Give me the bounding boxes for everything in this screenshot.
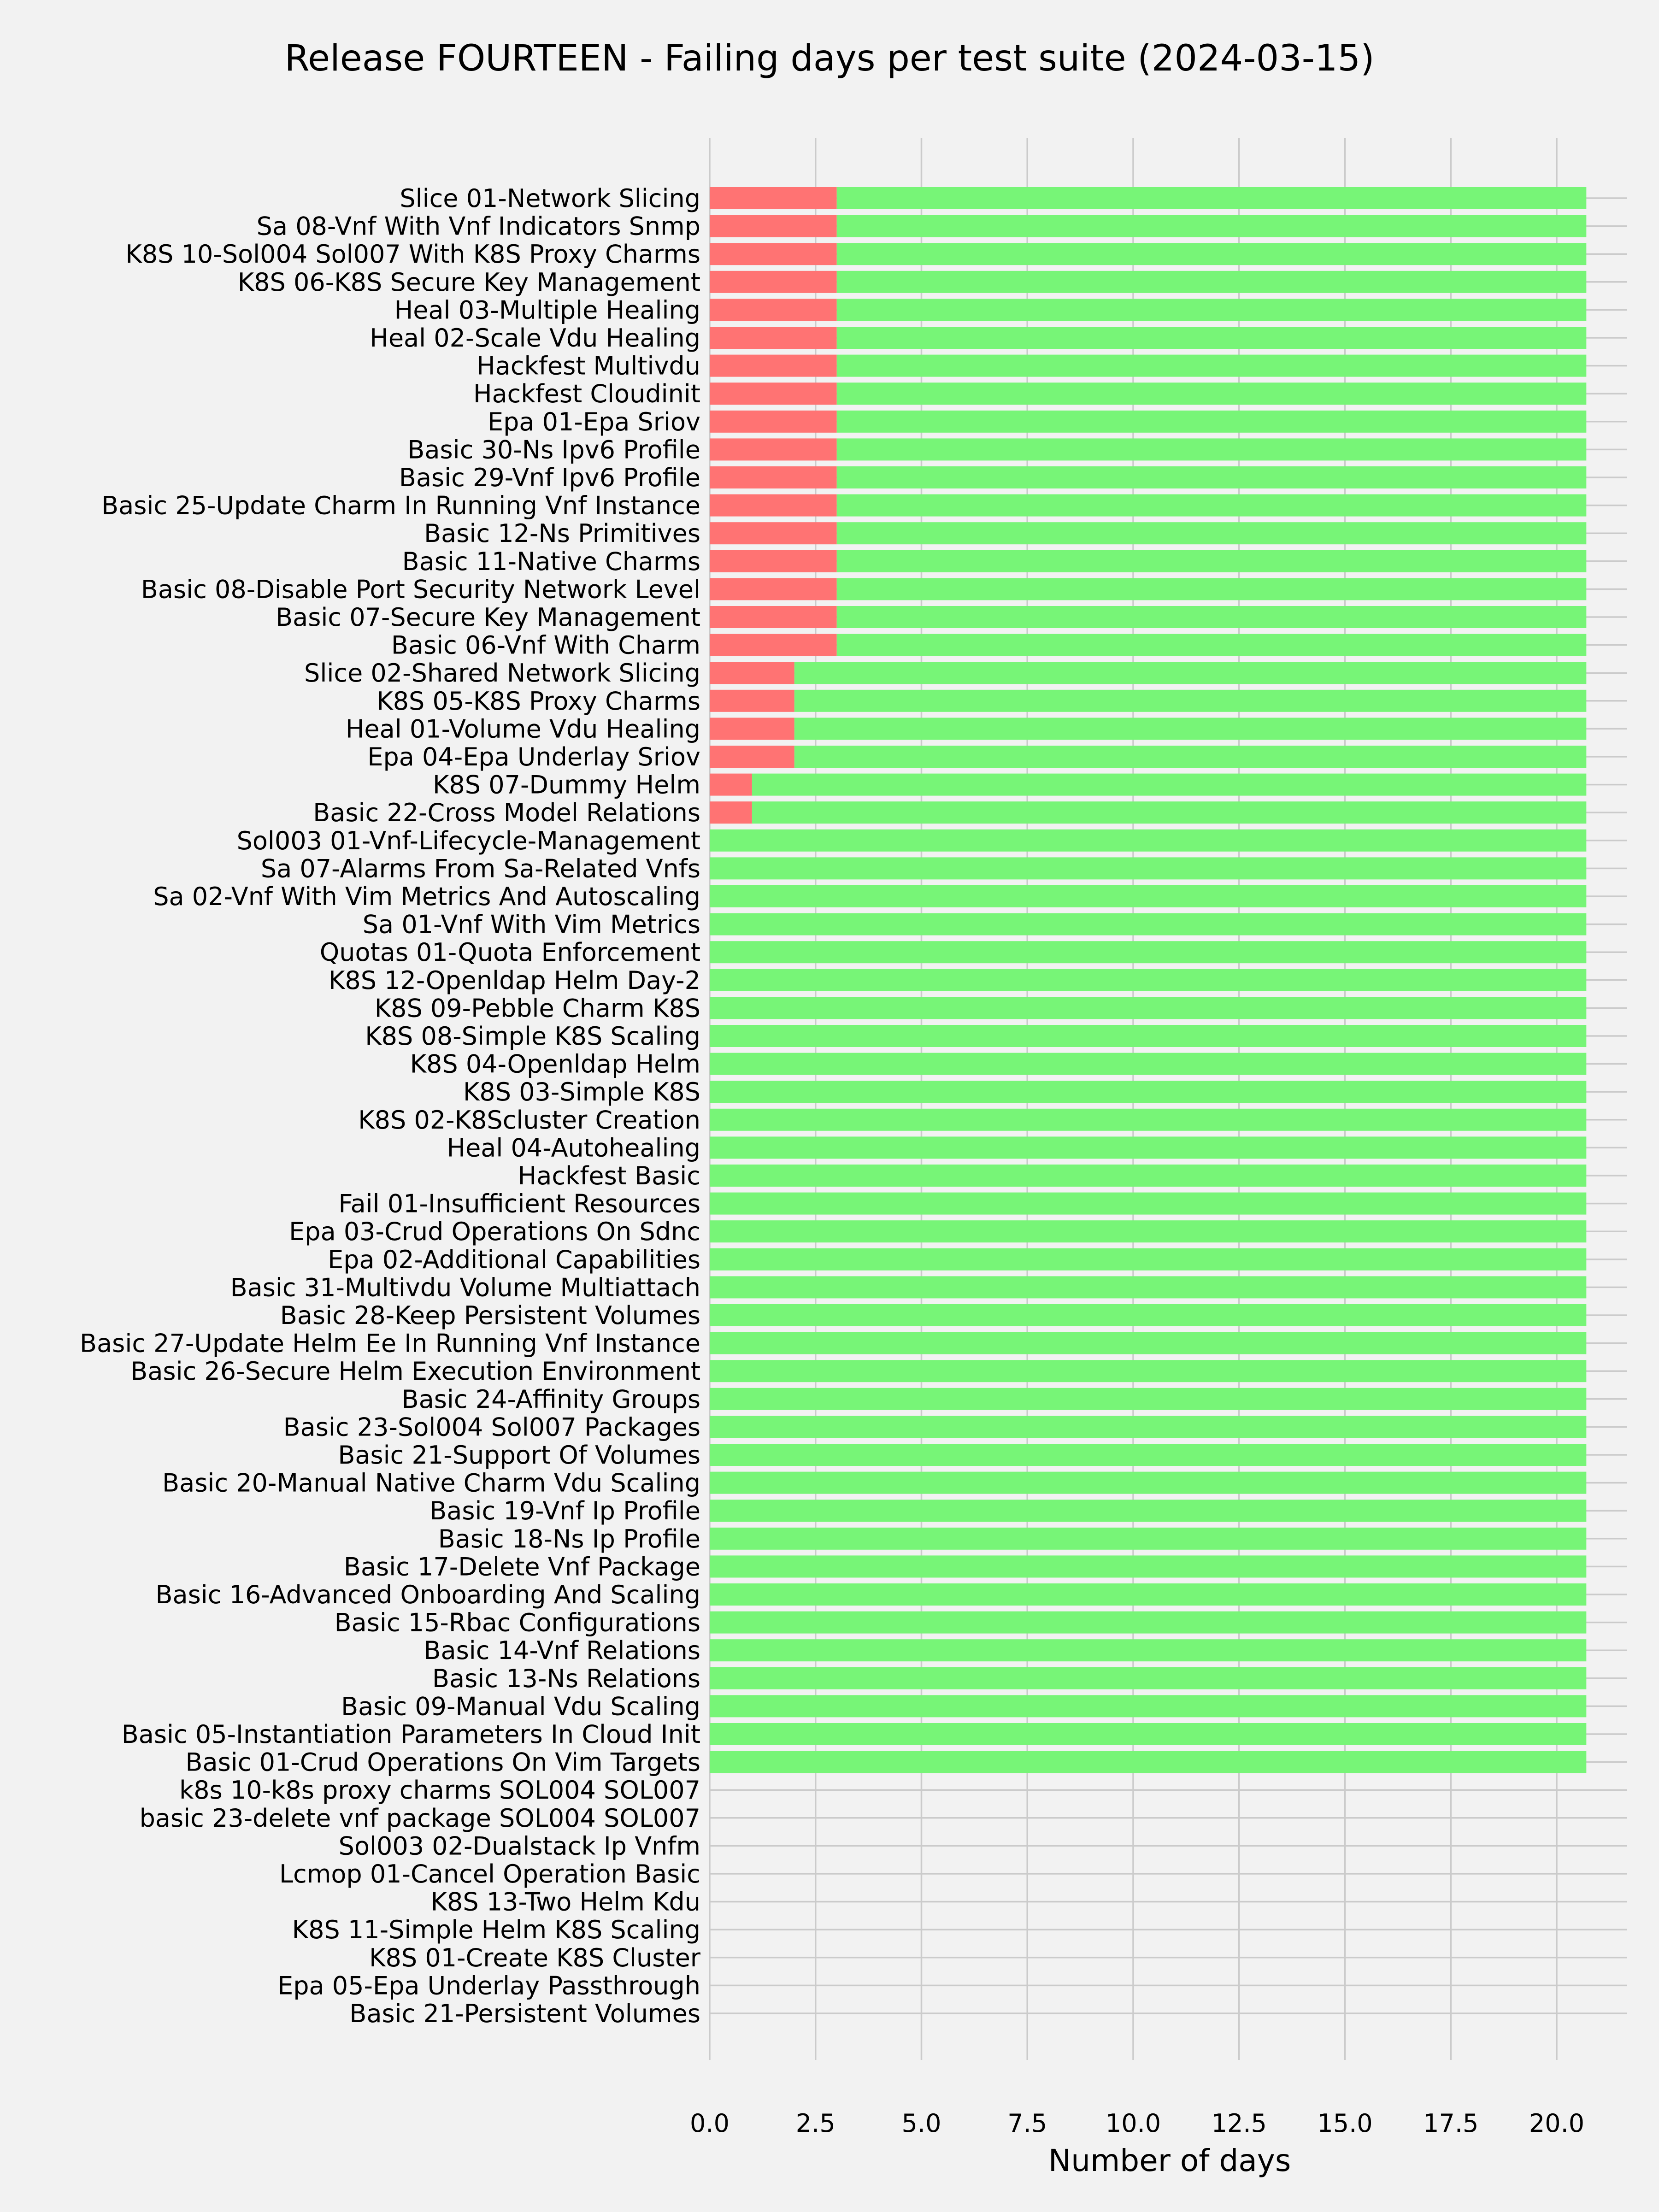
- bar-passing: [710, 1723, 1586, 1745]
- x-tick-label: 12.5: [1211, 2109, 1267, 2138]
- bar-failing: [710, 606, 837, 628]
- category-label: K8S 06-K8S Secure Key Management: [237, 267, 700, 297]
- bar-passing: [752, 774, 1586, 796]
- category-label: Epa 04-Epa Underlay Sriov: [367, 742, 700, 771]
- category-label: Basic 05-Instantiation Parameters In Cloud Init: [121, 1720, 700, 1749]
- category-label: Heal 01-Volume Vdu Healing: [345, 714, 700, 744]
- bar-passing: [794, 746, 1587, 768]
- category-label: K8S 11-Simple Helm K8S Scaling: [292, 1915, 700, 1945]
- bar-failing: [710, 578, 837, 600]
- x-tick-labels: [690, 2109, 1584, 2138]
- category-label: Basic 29-Vnf Ipv6 Profile: [399, 463, 700, 492]
- bar-passing: [710, 1500, 1586, 1522]
- bar-passing: [710, 857, 1586, 879]
- bar-passing: [710, 1695, 1586, 1717]
- bar-failing: [710, 355, 837, 377]
- bar-passing: [710, 1472, 1586, 1494]
- bar-failing: [710, 746, 794, 768]
- category-label: Basic 19-Vnf Ip Profile: [429, 1496, 700, 1526]
- category-label: Basic 22-Cross Model Relations: [313, 798, 700, 828]
- category-label: Hackfest Basic: [518, 1161, 700, 1190]
- category-label: k8s 10-k8s proxy charms SOL004 SOL007: [179, 1776, 700, 1805]
- bar-passing: [837, 522, 1587, 544]
- bar-passing: [710, 1416, 1586, 1438]
- bar-passing: [710, 1444, 1586, 1466]
- bar-passing: [837, 271, 1587, 293]
- category-label: Basic 28-Keep Persistent Volumes: [280, 1301, 700, 1330]
- bar-layer: [710, 187, 1586, 1773]
- bar-failing: [710, 634, 837, 656]
- bar-failing: [710, 801, 752, 824]
- category-label: Basic 11-Native Charms: [402, 547, 700, 576]
- category-label: Basic 07-Secure Key Management: [276, 603, 700, 632]
- category-label: Basic 21-Support Of Volumes: [338, 1441, 700, 1470]
- bar-passing: [794, 690, 1587, 712]
- bar-passing: [710, 1583, 1586, 1606]
- bar-passing: [837, 634, 1587, 656]
- category-label: Basic 25-Update Charm In Running Vnf Instance: [101, 491, 700, 520]
- category-label: Heal 04-Autohealing: [447, 1133, 700, 1163]
- bar-passing: [837, 355, 1587, 377]
- category-label: Basic 08-Disable Port Security Network Level: [141, 575, 700, 604]
- bar-passing: [710, 1165, 1586, 1187]
- bar-failing: [710, 411, 837, 433]
- bar-failing: [710, 187, 837, 209]
- category-label: Epa 02-Additional Capabilities: [328, 1245, 700, 1274]
- x-tick-label: 2.5: [795, 2109, 835, 2138]
- category-label: Basic 27-Update Helm Ee In Running Vnf Instance: [80, 1329, 700, 1358]
- bar-failing: [710, 662, 794, 684]
- bar-passing: [710, 1639, 1586, 1661]
- category-label: Basic 15-Rbac Configurations: [334, 1608, 700, 1637]
- chart-title: Release FOURTEEN - Failing days per test suite (2024-03-15): [284, 38, 1375, 79]
- category-label: K8S 05-K8S Proxy Charms: [377, 686, 700, 716]
- category-label: Basic 24-Affinity Groups: [401, 1384, 700, 1414]
- category-label: Heal 03-Multiple Healing: [394, 295, 700, 325]
- bar-passing: [710, 1025, 1586, 1047]
- x-axis-label: Number of days: [1048, 2143, 1291, 2178]
- bar-passing: [710, 1332, 1586, 1354]
- category-label: Basic 17-Delete Vnf Package: [343, 1552, 700, 1582]
- bar-passing: [837, 411, 1587, 433]
- x-tick-label: 7.5: [1007, 2109, 1047, 2138]
- category-label: Basic 14-Vnf Relations: [424, 1636, 700, 1665]
- bar-passing: [710, 1667, 1586, 1689]
- category-label: Basic 21-Persistent Volumes: [349, 1999, 700, 2028]
- category-label: Basic 01-Crud Operations On Vim Targets: [185, 1747, 700, 1777]
- category-label: K8S 13-Two Helm Kdu: [430, 1887, 700, 1917]
- bar-passing: [710, 1555, 1586, 1577]
- bar-passing: [710, 1276, 1586, 1298]
- bar-passing: [837, 187, 1587, 209]
- category-label: Sol003 02-Dualstack Ip Vnfm: [338, 1831, 700, 1861]
- category-label: Hackfest Cloudinit: [473, 379, 700, 409]
- category-label: Basic 13-Ns Relations: [432, 1664, 700, 1693]
- bar-passing: [710, 1193, 1586, 1215]
- category-label: K8S 07-Dummy Helm: [433, 770, 700, 800]
- category-label: K8S 08-Simple K8S Scaling: [365, 1022, 700, 1051]
- bar-passing: [837, 578, 1587, 600]
- bar-passing: [710, 1248, 1586, 1271]
- bar-passing: [710, 1751, 1586, 1773]
- category-label: Heal 02-Scale Vdu Healing: [370, 324, 700, 353]
- bar-passing: [710, 1220, 1586, 1242]
- category-label: Basic 30-Ns Ipv6 Profile: [407, 435, 700, 465]
- bar-passing: [752, 801, 1586, 824]
- bar-failing: [710, 690, 794, 712]
- bar-failing: [710, 522, 837, 544]
- bar-passing: [710, 1528, 1586, 1550]
- bar-passing: [837, 327, 1587, 349]
- category-label: Epa 03-Crud Operations On Sdnc: [289, 1217, 700, 1247]
- bar-passing: [710, 830, 1586, 852]
- bar-passing: [837, 466, 1587, 488]
- category-label: K8S 04-Openldap Helm: [410, 1049, 700, 1079]
- bar-failing: [710, 271, 837, 293]
- category-label: Sa 08-Vnf With Vnf Indicators Snmp: [256, 212, 700, 241]
- category-label: Basic 09-Manual Vdu Scaling: [341, 1692, 700, 1721]
- x-tick-label: 5.0: [901, 2109, 941, 2138]
- category-label: Slice 01-Network Slicing: [400, 184, 700, 213]
- bar-failing: [710, 299, 837, 321]
- category-label: Basic 18-Ns Ip Profile: [438, 1524, 700, 1553]
- category-label: basic 23-delete vnf package SOL004 SOL007: [139, 1803, 700, 1833]
- bar-passing: [794, 718, 1587, 740]
- category-label: Basic 20-Manual Native Charm Vdu Scaling: [162, 1468, 700, 1498]
- category-label: Basic 23-Sol004 Sol007 Packages: [283, 1412, 700, 1442]
- x-tick-label: 15.0: [1317, 2109, 1373, 2138]
- bar-failing: [710, 243, 837, 265]
- category-label: Sa 01-Vnf With Vim Metrics: [362, 910, 700, 939]
- x-tick-label: 10.0: [1105, 2109, 1161, 2138]
- bar-passing: [837, 243, 1587, 265]
- bar-passing: [837, 438, 1587, 460]
- category-label: K8S 12-Openldap Helm Day-2: [328, 965, 700, 995]
- bar-failing: [710, 550, 837, 572]
- bar-passing: [710, 913, 1586, 935]
- category-label: Quotas 01-Quota Enforcement: [319, 938, 700, 967]
- category-label: Epa 01-Epa Sriov: [488, 407, 700, 436]
- category-label: Basic 31-Multivdu Volume Multiattach: [230, 1273, 700, 1302]
- category-label: Slice 02-Shared Network Slicing: [304, 659, 700, 688]
- category-label: K8S 09-Pebble Charm K8S: [374, 994, 700, 1023]
- category-label: Fail 01-Insufficient Resources: [338, 1189, 700, 1218]
- bar-passing: [837, 299, 1587, 321]
- bar-passing: [710, 1360, 1586, 1382]
- category-label: Hackfest Multivdu: [477, 351, 700, 381]
- category-label: K8S 10-Sol004 Sol007 With K8S Proxy Charms: [125, 240, 700, 269]
- bar-passing: [837, 494, 1587, 517]
- bar-passing: [710, 1612, 1586, 1634]
- category-label: Lcmop 01-Cancel Operation Basic: [279, 1859, 700, 1888]
- x-tick-label: 20.0: [1529, 2109, 1585, 2138]
- category-label: Basic 16-Advanced Onboarding And Scaling: [155, 1580, 700, 1609]
- bar-failing: [710, 718, 794, 740]
- bar-passing: [710, 1136, 1586, 1159]
- bar-passing: [710, 1109, 1586, 1131]
- bar-failing: [710, 466, 837, 488]
- bar-passing: [794, 662, 1587, 684]
- bar-passing: [710, 1388, 1586, 1410]
- category-label: Basic 06-Vnf With Charm: [391, 630, 700, 660]
- x-tick-label: 0.0: [690, 2109, 729, 2138]
- category-label: K8S 03-Simple K8S: [463, 1077, 700, 1107]
- bar-passing: [837, 606, 1587, 628]
- bar-passing: [710, 1053, 1586, 1075]
- bar-passing: [837, 550, 1587, 572]
- bar-failing: [710, 382, 837, 405]
- bar-failing: [710, 494, 837, 517]
- bar-failing: [710, 438, 837, 460]
- category-label: Basic 12-Ns Primitives: [424, 519, 700, 548]
- bar-passing: [710, 885, 1586, 907]
- category-label: Epa 05-Epa Underlay Passthrough: [277, 1971, 700, 2000]
- bar-passing: [710, 1081, 1586, 1103]
- category-label: Basic 26-Secure Helm Execution Environment: [130, 1357, 700, 1386]
- bar-passing: [710, 997, 1586, 1019]
- x-tick-label: 17.5: [1423, 2109, 1479, 2138]
- bar-failing: [710, 774, 752, 796]
- bar-passing: [837, 215, 1587, 237]
- bar-passing: [710, 1304, 1586, 1326]
- bar-passing: [710, 969, 1586, 991]
- bar-failing: [710, 215, 837, 237]
- category-label: K8S 01-Create K8S Cluster: [369, 1943, 700, 1972]
- category-label: Sol003 01-Vnf-Lifecycle-Management: [236, 826, 700, 855]
- bar-failing: [710, 327, 837, 349]
- category-label: Sa 07-Alarms From Sa-Related Vnfs: [260, 854, 700, 883]
- category-label: K8S 02-K8Scluster Creation: [358, 1105, 700, 1135]
- bar-passing: [710, 941, 1586, 963]
- bar-passing: [837, 382, 1587, 405]
- category-label: Sa 02-Vnf With Vim Metrics And Autoscaling: [153, 882, 700, 911]
